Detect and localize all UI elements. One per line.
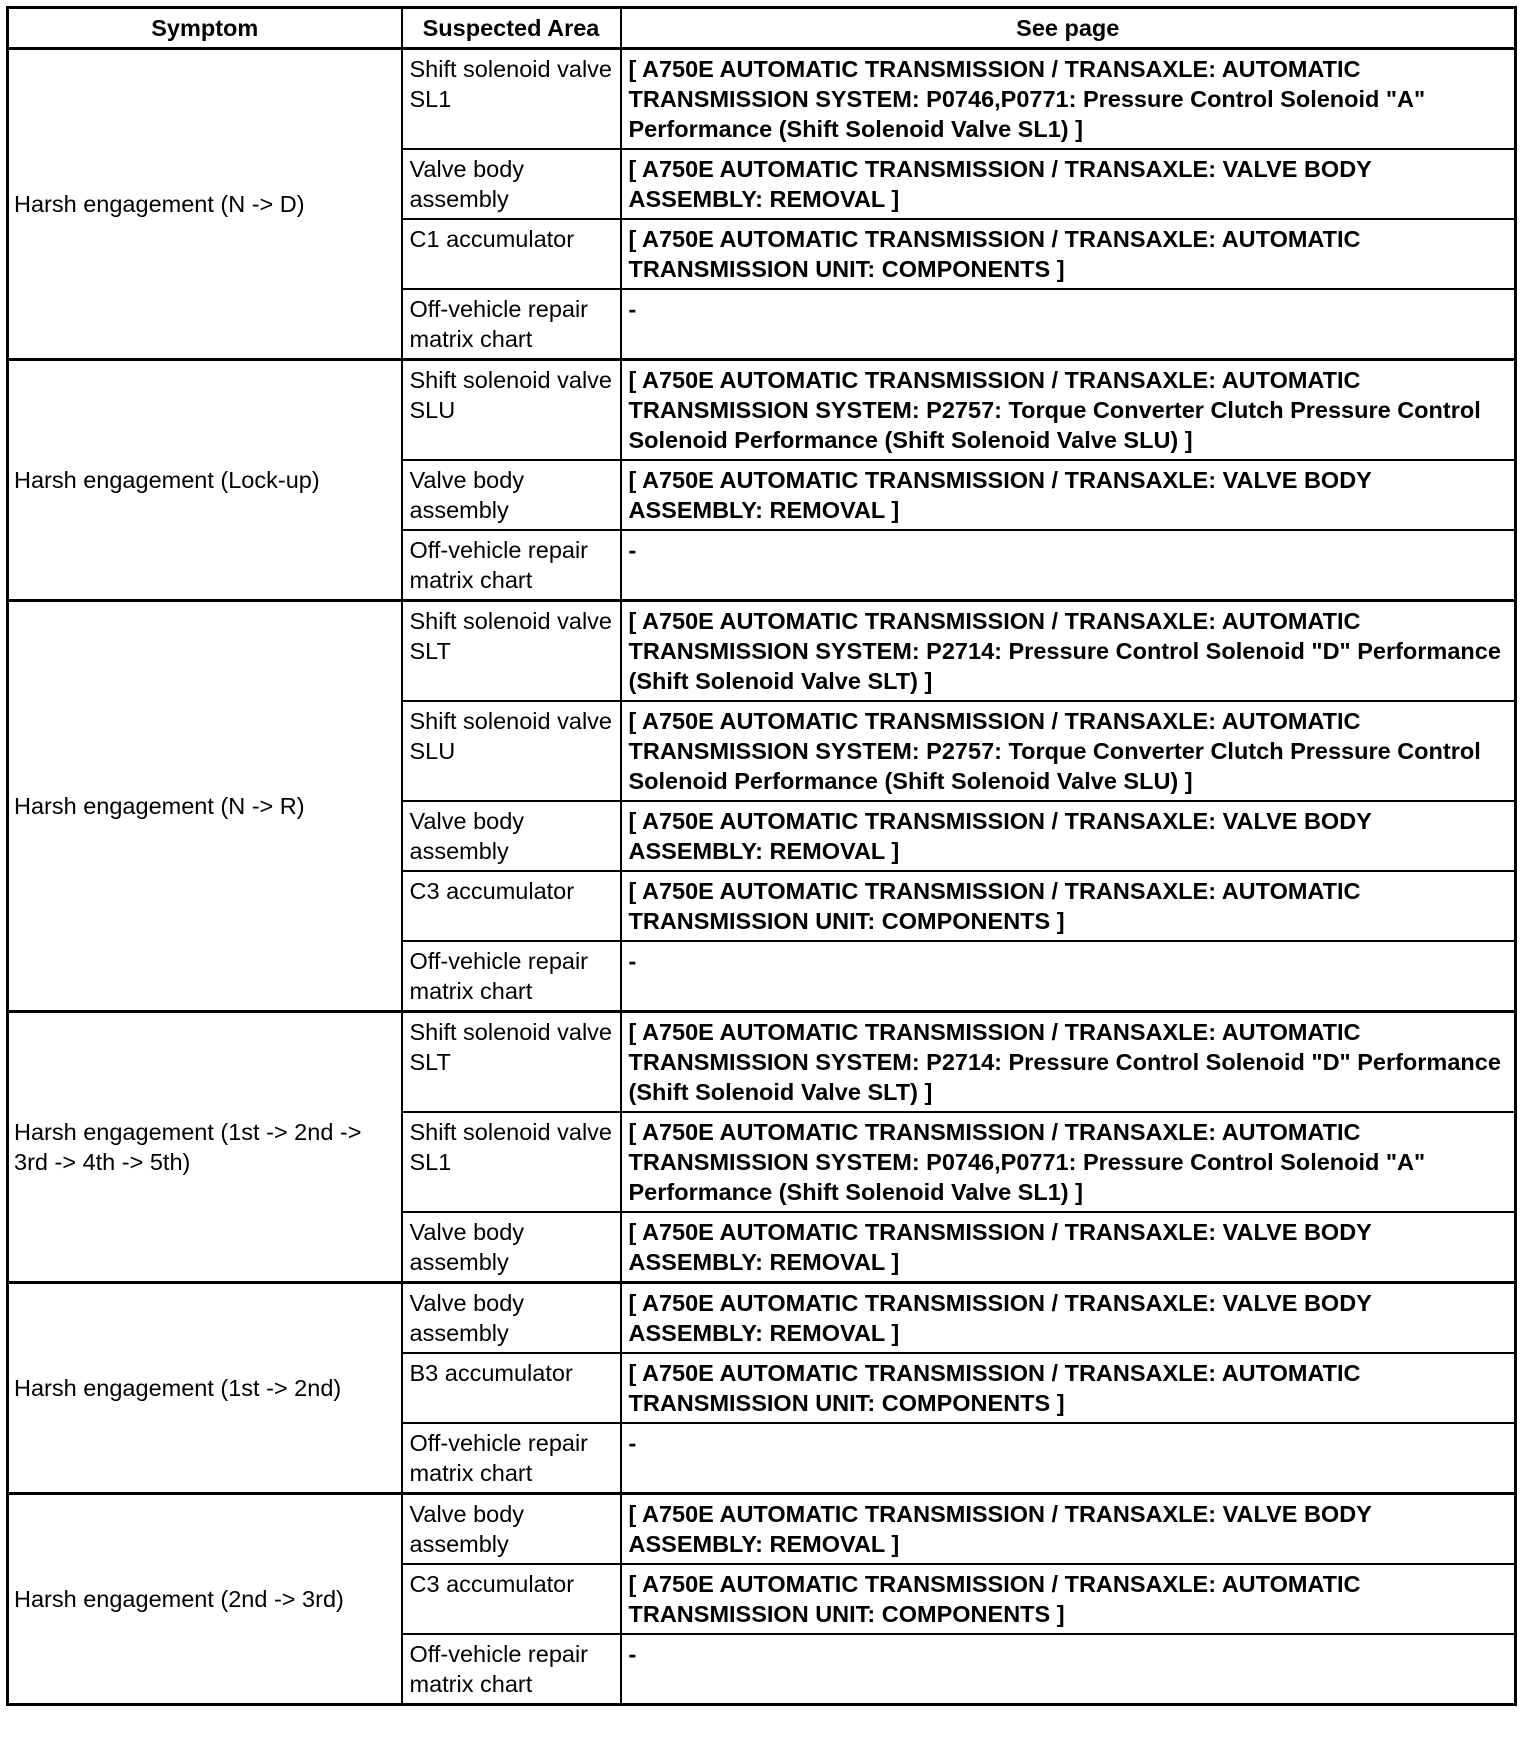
table-row — [8, 1494, 1516, 1565]
see-page-cell: [ A750E AUTOMATIC TRANSMISSION / TRANSAXLE: AUTOMATIC TRANSMISSION SYSTEM: P2757: Torque Converter Clutch Pressure Control Solenoid Performance (Shift Solenoid Valve SLU) ] — [621, 360, 1516, 461]
table-row — [8, 601, 1516, 702]
header-suspected-area: Suspected Area — [402, 8, 621, 49]
header-see-page: See page — [621, 8, 1516, 49]
suspected-area-cell: Off-vehicle repair matrix chart — [402, 941, 621, 1012]
symptom-cell: Harsh engagement (2nd -> 3rd) — [8, 1494, 402, 1705]
see-page-cell: - — [621, 1634, 1516, 1705]
see-page-cell: - — [621, 941, 1516, 1012]
see-page-cell: [ A750E AUTOMATIC TRANSMISSION / TRANSAXLE: AUTOMATIC TRANSMISSION UNIT: COMPONENTS ] — [621, 871, 1516, 941]
table-row — [8, 49, 1516, 150]
suspected-area-cell: Shift solenoid valve SLU — [402, 701, 621, 801]
symptom-cell: Harsh engagement (N -> R) — [8, 601, 402, 1012]
suspected-area-cell: Shift solenoid valve SLU — [402, 360, 621, 461]
table-row — [8, 360, 1516, 461]
troubleshooting-table — [6, 6, 1517, 1706]
suspected-area-cell: Valve body assembly — [402, 1212, 621, 1283]
see-page-cell: [ A750E AUTOMATIC TRANSMISSION / TRANSAXLE: VALVE BODY ASSEMBLY: REMOVAL ] — [621, 1494, 1516, 1565]
suspected-area-cell: Shift solenoid valve SL1 — [402, 49, 621, 150]
see-page-cell: [ A750E AUTOMATIC TRANSMISSION / TRANSAXLE: VALVE BODY ASSEMBLY: REMOVAL ] — [621, 149, 1516, 219]
see-page-cell: [ A750E AUTOMATIC TRANSMISSION / TRANSAXLE: AUTOMATIC TRANSMISSION SYSTEM: P2757: Torque Converter Clutch Pressure Control Solenoid Performance (Shift Solenoid Valve SLU) ] — [621, 701, 1516, 801]
see-page-cell: [ A750E AUTOMATIC TRANSMISSION / TRANSAXLE: AUTOMATIC TRANSMISSION UNIT: COMPONENTS ] — [621, 219, 1516, 289]
symptom-cell: Harsh engagement (N -> D) — [8, 49, 402, 360]
see-page-cell: [ A750E AUTOMATIC TRANSMISSION / TRANSAXLE: VALVE BODY ASSEMBLY: REMOVAL ] — [621, 801, 1516, 871]
suspected-area-cell: Shift solenoid valve SL1 — [402, 1112, 621, 1212]
see-page-cell: - — [621, 289, 1516, 360]
see-page-cell: [ A750E AUTOMATIC TRANSMISSION / TRANSAXLE: AUTOMATIC TRANSMISSION UNIT: COMPONENTS ] — [621, 1564, 1516, 1634]
suspected-area-cell: Off-vehicle repair matrix chart — [402, 289, 621, 360]
symptom-cell: Harsh engagement (Lock-up) — [8, 360, 402, 601]
see-page-cell: [ A750E AUTOMATIC TRANSMISSION / TRANSAXLE: AUTOMATIC TRANSMISSION UNIT: COMPONENTS ] — [621, 1353, 1516, 1423]
suspected-area-cell: Shift solenoid valve SLT — [402, 1012, 621, 1113]
see-page-cell: [ A750E AUTOMATIC TRANSMISSION / TRANSAXLE: AUTOMATIC TRANSMISSION SYSTEM: P0746,P0771: Pressure Control Solenoid "A" Performance (Shift Solenoid Valve SL1) ] — [621, 1112, 1516, 1212]
table-row — [8, 1283, 1516, 1354]
symptom-cell: Harsh engagement (1st -> 2nd) — [8, 1283, 402, 1494]
suspected-area-cell: Valve body assembly — [402, 1494, 621, 1565]
suspected-area-cell: Off-vehicle repair matrix chart — [402, 1423, 621, 1494]
see-page-cell: [ A750E AUTOMATIC TRANSMISSION / TRANSAXLE: AUTOMATIC TRANSMISSION SYSTEM: P2714: Pressure Control Solenoid "D" Performance (Shift Solenoid Valve SLT) ] — [621, 1012, 1516, 1113]
suspected-area-cell: C1 accumulator — [402, 219, 621, 289]
suspected-area-cell: Off-vehicle repair matrix chart — [402, 1634, 621, 1705]
see-page-cell: [ A750E AUTOMATIC TRANSMISSION / TRANSAXLE: AUTOMATIC TRANSMISSION SYSTEM: P2714: Pressure Control Solenoid "D" Performance (Shift Solenoid Valve SLT) ] — [621, 601, 1516, 702]
see-page-cell: [ A750E AUTOMATIC TRANSMISSION / TRANSAXLE: VALVE BODY ASSEMBLY: REMOVAL ] — [621, 1283, 1516, 1354]
table-row — [8, 1012, 1516, 1113]
suspected-area-cell: Valve body assembly — [402, 801, 621, 871]
suspected-area-cell: Valve body assembly — [402, 460, 621, 530]
see-page-cell: - — [621, 530, 1516, 601]
see-page-cell: [ A750E AUTOMATIC TRANSMISSION / TRANSAXLE: VALVE BODY ASSEMBLY: REMOVAL ] — [621, 460, 1516, 530]
suspected-area-cell: Shift solenoid valve SLT — [402, 601, 621, 702]
see-page-cell: [ A750E AUTOMATIC TRANSMISSION / TRANSAXLE: VALVE BODY ASSEMBLY: REMOVAL ] — [621, 1212, 1516, 1283]
header-symptom: Symptom — [8, 8, 402, 49]
header-row — [8, 8, 1516, 49]
suspected-area-cell: C3 accumulator — [402, 871, 621, 941]
suspected-area-cell: C3 accumulator — [402, 1564, 621, 1634]
suspected-area-cell: Off-vehicle repair matrix chart — [402, 530, 621, 601]
see-page-cell: - — [621, 1423, 1516, 1494]
symptom-cell: Harsh engagement (1st -> 2nd -> 3rd -> 4th -> 5th) — [8, 1012, 402, 1283]
suspected-area-cell: Valve body assembly — [402, 1283, 621, 1354]
suspected-area-cell: Valve body assembly — [402, 149, 621, 219]
suspected-area-cell: B3 accumulator — [402, 1353, 621, 1423]
see-page-cell: [ A750E AUTOMATIC TRANSMISSION / TRANSAXLE: AUTOMATIC TRANSMISSION SYSTEM: P0746,P0771: Pressure Control Solenoid "A" Performance (Shift Solenoid Valve SL1) ] — [621, 49, 1516, 150]
